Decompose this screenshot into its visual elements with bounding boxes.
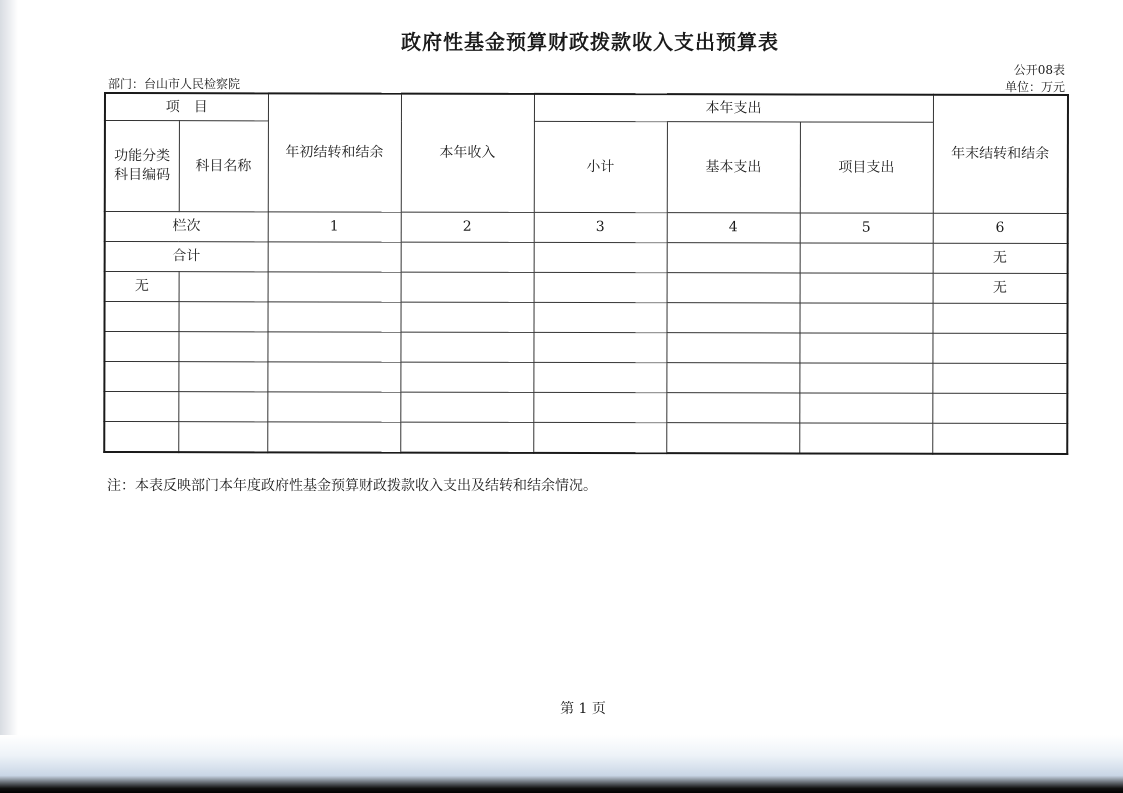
table-cell <box>932 393 1067 423</box>
table-cell <box>267 302 400 332</box>
header-row-1 <box>105 93 1068 123</box>
table-cell <box>104 422 178 453</box>
page-number: 第 1 页 <box>560 701 606 717</box>
table-cell <box>104 332 178 362</box>
table-cell <box>799 303 932 333</box>
table-cell <box>178 302 267 332</box>
budget-table <box>103 92 1069 455</box>
table-cell <box>178 362 267 392</box>
table-cell <box>268 272 401 302</box>
table-cell <box>800 243 933 273</box>
header-begin-balance: 年初结转和结余 <box>268 93 401 212</box>
table-cell <box>534 242 667 272</box>
table-cell <box>932 363 1067 393</box>
total-label: 合计 <box>105 242 268 272</box>
table-cell <box>267 392 400 422</box>
table-cell <box>533 302 666 332</box>
table-cell <box>400 362 533 392</box>
table-row <box>104 422 1067 455</box>
table-cell <box>400 332 533 362</box>
table-cell <box>268 242 401 272</box>
table-cell <box>104 302 178 332</box>
page-title: 政府性基金预算财政拨款收入支出预算表 <box>401 30 779 54</box>
table-cell <box>401 272 534 302</box>
header-subject-name: 科目名称 <box>179 121 268 212</box>
table-cell <box>799 363 932 393</box>
table-cell <box>533 332 666 362</box>
header-expense-group: 本年支出 <box>534 94 933 122</box>
header-income: 本年收入 <box>401 94 534 213</box>
table-row <box>104 362 1067 394</box>
table-cell <box>800 273 933 303</box>
table-wrapper <box>103 92 1067 455</box>
table-cell: 4 <box>667 213 800 243</box>
table-cell: 5 <box>800 213 933 243</box>
header-end-balance: 年末结转和结余 <box>933 95 1068 214</box>
table-cell <box>104 392 178 422</box>
table-cell <box>178 332 267 362</box>
table-cell <box>178 422 267 453</box>
table-cell <box>932 423 1067 454</box>
table-row <box>104 392 1067 424</box>
table-cell <box>400 392 533 422</box>
table-cell <box>267 332 400 362</box>
table-cell <box>666 423 799 454</box>
table-cell <box>799 393 932 423</box>
table-row <box>104 332 1067 364</box>
table-cell: 无 <box>105 272 179 302</box>
unit-label: 单位：万元 <box>1004 80 1065 94</box>
table-cell: 6 <box>933 213 1068 243</box>
table-cell <box>666 303 799 333</box>
table-cell <box>533 392 666 422</box>
table-number: 公开08表 <box>1013 63 1065 77</box>
table-cell <box>400 422 533 453</box>
header-basic-expense: 基本支出 <box>667 122 800 213</box>
table-cell <box>534 272 667 302</box>
table-cell <box>666 333 799 363</box>
table-cell <box>104 362 178 392</box>
table-row <box>104 302 1067 334</box>
table-cell <box>799 423 932 454</box>
table-cell: 无 <box>933 273 1068 303</box>
table-cell <box>667 243 800 273</box>
scan-edge-bottom <box>0 735 1123 793</box>
table-cell <box>932 333 1067 363</box>
total-row <box>105 242 1068 274</box>
table-cell <box>179 272 268 302</box>
table-cell <box>666 393 799 423</box>
table-cell <box>932 303 1067 333</box>
header-func-code: 功能分类 科目编码 <box>105 121 179 212</box>
department-label: 部门：台山市人民检察院 <box>108 77 241 91</box>
table-cell <box>533 422 666 453</box>
header-subtotal: 小计 <box>534 121 667 212</box>
table-cell <box>401 242 534 272</box>
column-index-row <box>105 212 1068 244</box>
table-cell: 1 <box>268 212 401 242</box>
table-cell <box>667 273 800 303</box>
table-cell <box>178 392 267 422</box>
table-cell: 无 <box>933 243 1068 273</box>
table-cell <box>267 362 400 392</box>
footnote: 注：本表反映部门本年度政府性基金预算财政拨款收入支出及结转和结余情况。 <box>107 478 597 494</box>
table-cell: 2 <box>401 212 534 242</box>
table-row <box>105 272 1068 304</box>
table-cell <box>533 362 666 392</box>
header-project-expense: 项目支出 <box>800 122 933 213</box>
header-row-2 <box>105 121 1068 214</box>
table-cell: 3 <box>534 212 667 242</box>
scan-edge-left <box>0 0 18 793</box>
table-cell <box>799 333 932 363</box>
table-cell <box>666 363 799 393</box>
header-item-group: 项 目 <box>105 93 268 121</box>
column-index-label: 栏次 <box>105 212 268 242</box>
table-cell <box>267 422 400 453</box>
table-cell <box>400 302 533 332</box>
